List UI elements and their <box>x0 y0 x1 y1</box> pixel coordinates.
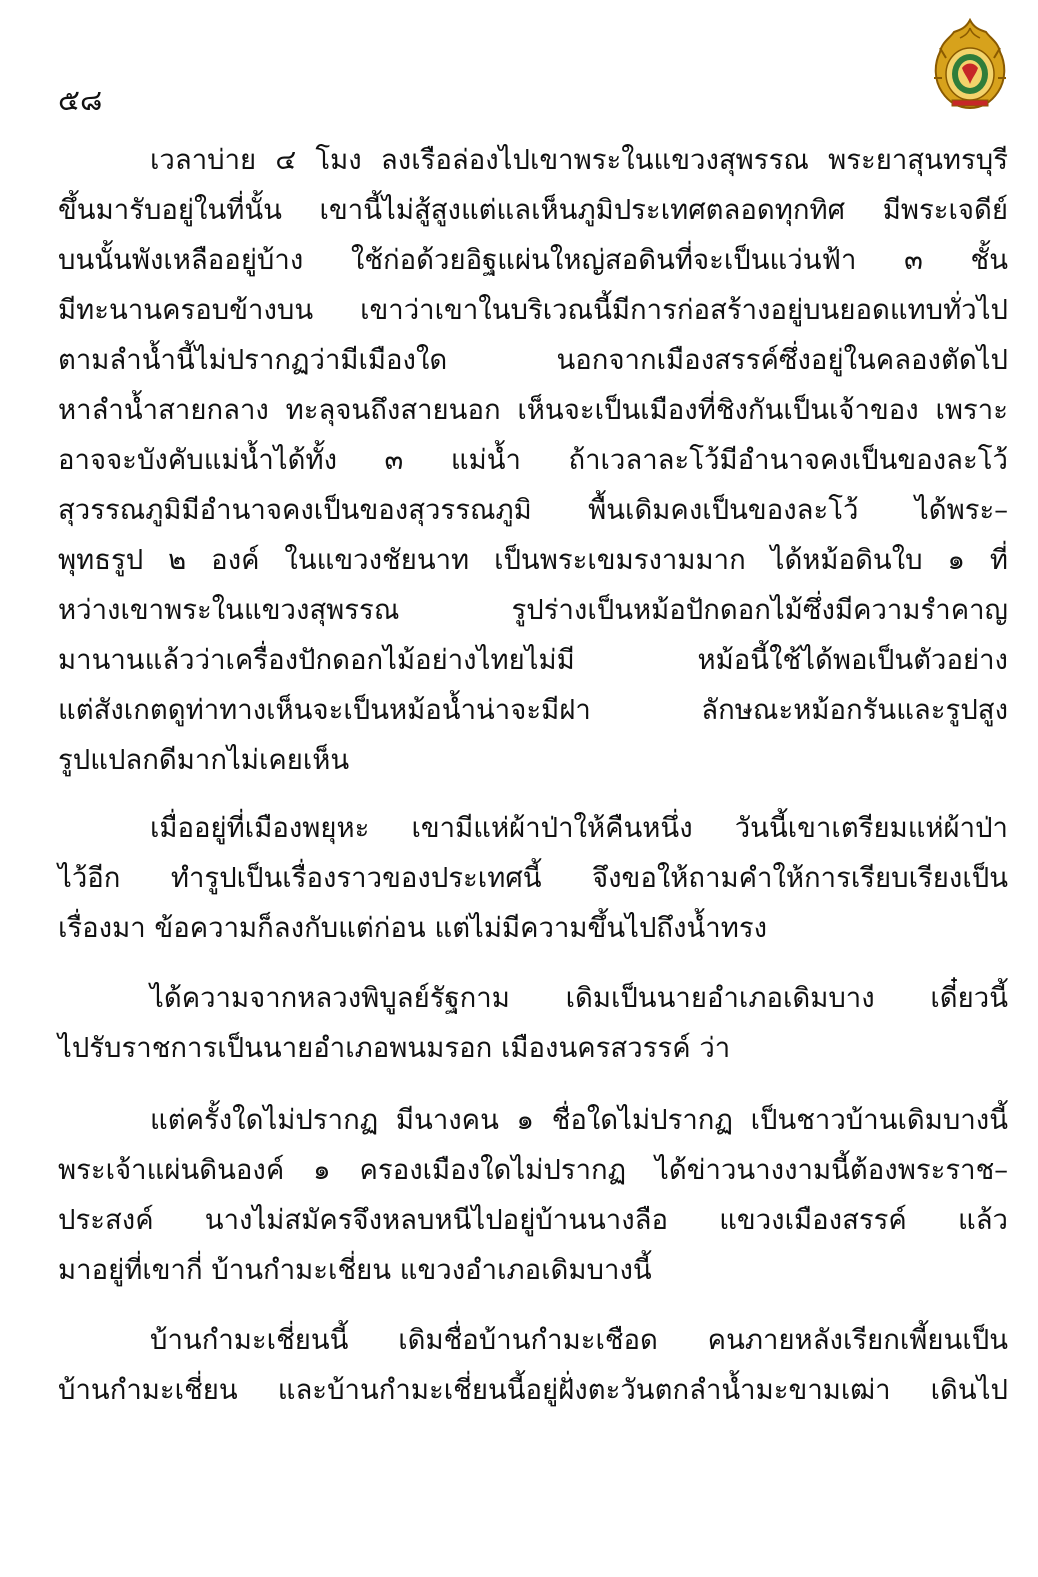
text-line: รูปแปลกดีมากไม่เคยเห็น <box>58 744 350 776</box>
text-line: สุวรรณภูมิมีอำนาจคงเป็นของสุวรรณภูมิ พื้นเดิมคงเป็นของละโว้ ได้พระ– <box>58 494 1008 526</box>
text-line: หาลำน้ำสายกลาง ทะลุจนถึงสายนอก เห็นจะเป็นเมืองที่ชิงกันเป็นเจ้าของ เพราะ <box>58 394 1008 426</box>
text-line: ได้ความจากหลวงพิบูลย์รัฐกาม เดิมเป็นนายอำเภอเดิมบาง เดี๋ยวนี้ <box>150 982 1008 1014</box>
text-line: เรื่องมา ข้อความก็ลงกับแต่ก่อน แต่ไม่มีความขึ้นไปถึงน้ำทรง <box>58 912 768 944</box>
text-line: บ้านกำมะเชี่ยน และบ้านกำมะเชี่ยนนี้อยู่ฝั่งตะวันตกลำน้ำมะขามเฒ่า เดินไป <box>58 1374 1008 1406</box>
text-line: บนนั้นพังเหลืออยู่บ้าง ใช้ก่อด้วยอิฐแผ่นใหญ่สอดินที่จะเป็นแว่นฟ้า ๓ ชั้น <box>58 244 1008 276</box>
text-line: แต่ครั้งใดไม่ปรากฏ มีนางคน ๑ ชื่อใดไม่ปรากฏ เป็นชาวบ้านเดิมบางนี้ <box>150 1104 1008 1136</box>
text-line: บ้านกำมะเชี่ยนนี้ เดิมชื่อบ้านกำมะเชือด คนภายหลังเรียกเพี้ยนเป็น <box>150 1324 1008 1356</box>
text-line: แต่สังเกตดูท่าทางเห็นจะเป็นหม้อน้ำน่าจะมีฝา ลักษณะหม้อกรันและรูปสูง <box>58 694 1008 726</box>
text-line: เมื่ออยู่ที่เมืองพยุหะ เขามีแห่ผ้าป่าให้คืนหนึ่ง วันนี้เขาเตรียมแห่ผ้าป่า <box>150 812 1008 844</box>
emblem-icon <box>932 18 1008 110</box>
text-line: ขึ้นมารับอยู่ในที่นั้น เขานี้ไม่สู้สูงแต่แลเห็นภูมิประเทศตลอดทุกทิศ มีพระเจดีย์ <box>58 194 1008 226</box>
text-line: ประสงค์ นางไม่สมัครจึงหลบหนีไปอยู่บ้านนางลือ แขวงเมืองสรรค์ แล้ว <box>58 1204 1008 1236</box>
page-number: ๕๘ <box>58 83 103 117</box>
text-line: อาจจะบังคับแม่น้ำได้ทั้ง ๓ แม่น้ำ ถ้าเวลาละโว้มีอำนาจคงเป็นของละโว้ <box>58 444 1008 476</box>
text-line: พุทธรูป ๒ องค์ ในแขวงชัยนาท เป็นพระเขมรงามมาก ได้หม้อดินใบ ๑ ที่ <box>58 544 1008 576</box>
text-line: มาอยู่ที่เขากี่ บ้านกำมะเชี่ยน แขวงอำเภอเดิมบางนี้ <box>58 1254 652 1286</box>
text-line: พระเจ้าแผ่นดินองค์ ๑ ครองเมืองใดไม่ปรากฏ ได้ข่าวนางงามนี้ต้องพระราช– <box>58 1154 1008 1186</box>
text-line: หว่างเขาพระในแขวงสุพรรณ รูปร่างเป็นหม้อปักดอกไม้ซึ่งมีความรำคาญ <box>58 594 1008 626</box>
text-line: มีทะนานครอบข้างบน เขาว่าเขาในบริเวณนี้มีการก่อสร้างอยู่บนยอดแทบทั่วไป <box>58 294 1008 326</box>
text-line: ไปรับราชการเป็นนายอำเภอพนมรอก เมืองนครสวรรค์ ว่า <box>58 1032 731 1064</box>
text-line: ตามลำน้ำนี้ไม่ปรากฏว่ามีเมืองใด นอกจากเมืองสรรค์ซึ่งอยู่ในคลองตัดไป <box>58 344 1008 376</box>
text-line: มานานแล้วว่าเครื่องปักดอกไม้อย่างไทยไม่มี หม้อนี้ใช้ได้พอเป็นตัวอย่าง <box>58 644 1008 676</box>
text-line: ไว้อีก ทำรูปเป็นเรื่องราวของประเทศนี้ จึงขอให้ถามคำให้การเรียบเรียงเป็น <box>58 862 1008 894</box>
text-line: เวลาบ่าย ๔ โมง ลงเรือล่องไปเขาพระในแขวงสุพรรณ พระยาสุนทรบุรี <box>150 144 1008 176</box>
